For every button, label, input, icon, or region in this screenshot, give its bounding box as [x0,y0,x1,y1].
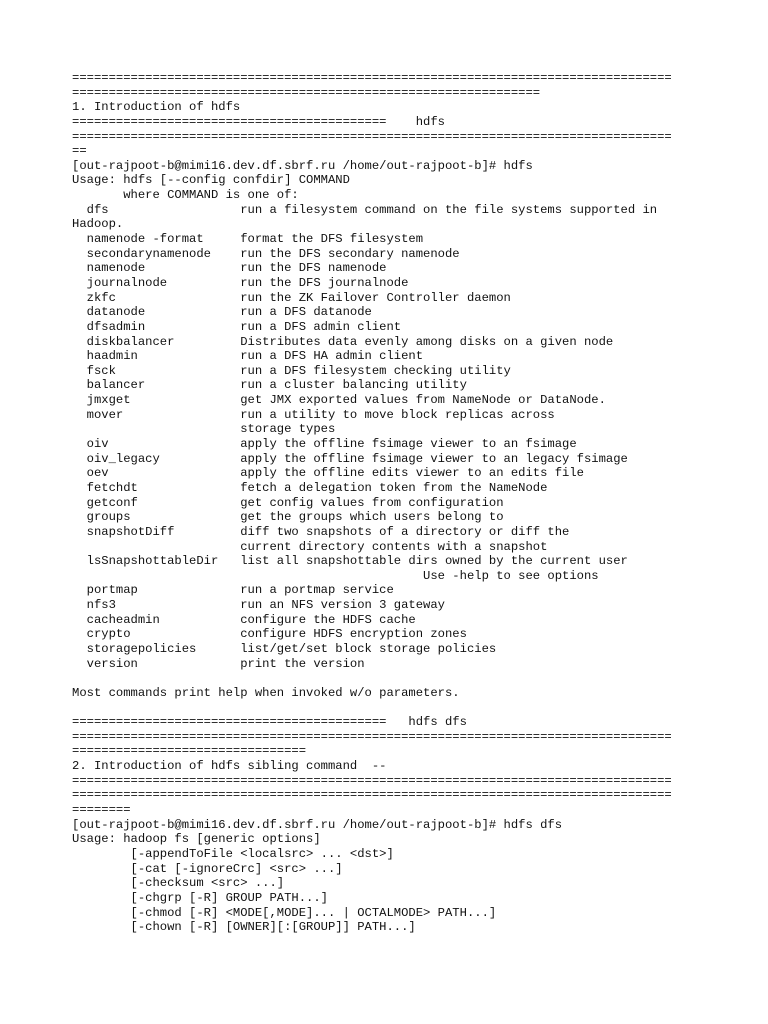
section-marker-line: =========================================== hdfs dfs [72,715,467,730]
text-line: namenode -format format the DFS filesystem [72,232,424,247]
text-line: [-chmod [-R] <MODE[,MODE]... | OCTALMODE> PATH...] [72,905,497,920]
separator-line: ================================================================================== [72,71,672,85]
text-line: portmap run a portmap service [72,583,394,598]
blank-line [72,701,742,716]
text-line: current directory contents with a snapshot [72,539,548,554]
text-line: Most commands print help when invoked w/o parameters. [72,685,460,700]
text-line: dfsadmin run a DFS admin client [72,319,402,334]
separator-line: == [72,144,87,159]
text-line: secondarynamenode run the DFS secondary namenode [72,246,460,261]
text-line: crypto configure HDFS encryption zones [72,627,467,642]
text-line: nfs3 run an NFS version 3 gateway [72,598,445,613]
text-line: Usage: hdfs [--config confdir] COMMAND [72,173,350,188]
text-line: dfs run a filesystem command on the file systems supported in [72,202,658,217]
text-line: Usage: hadoop fs [generic options] [72,832,321,847]
text-line: Hadoop. [72,217,124,232]
text-line: storage types [72,422,336,437]
text-line: version print the version [72,656,365,671]
text-line: mover run a utility to move block replicas across [72,407,555,422]
section-heading: 2. Introduction of hdfs sibling command -- [72,759,387,774]
text-line: diskbalancer Distributes data evenly among disks on a given node [72,334,614,349]
document-body [72,71,742,935]
text-line: lsSnapshottableDir list all snapshottable dirs owned by the current user [72,554,628,569]
text-line: jmxget get JMX exported values from NameNode or DataNode. [72,393,606,408]
text-line: storagepolicies list/get/set block storage policies [72,641,497,656]
text-line: [-appendToFile <localsrc> ... <dst>] [72,846,394,861]
text-line: cacheadmin configure the HDFS cache [72,612,416,627]
text-line: [-chown [-R] [OWNER][:[GROUP]] PATH...] [72,920,416,935]
text-line: [-cat [-ignoreCrc] <src> ...] [72,861,343,876]
text-line: [-chgrp [-R] GROUP PATH...] [72,890,328,905]
blank-line [72,671,742,686]
text-line: oiv apply the offline fsimage viewer to an fsimage [72,437,577,452]
text-line: getconf get config values from configuration [72,495,504,510]
text-line: Use -help to see options [72,568,599,583]
text-line: journalnode run the DFS journalnode [72,275,409,290]
text-line: where COMMAND is one of: [72,188,299,203]
separator-line: ================================================================================== [72,788,672,803]
text-line: zkfc run the ZK Failover Controller daemon [72,290,511,305]
text-line: haadmin run a DFS HA admin client [72,349,424,364]
section-marker-line: =========================================== hdfs [72,114,445,129]
separator-line: ================================ [72,744,307,759]
separator-line: ======== [72,803,131,818]
text-line: [-checksum <src> ...] [72,876,285,891]
text-line: fetchdt fetch a delegation token from the NameNode [72,480,548,495]
separator-line: ================================================================ [72,85,541,100]
text-line: groups get the groups which users belong to [72,510,504,525]
text-line: oev apply the offline edits viewer to an edits file [72,466,584,481]
separator-line: ================================================================================== [72,729,672,744]
text-line: snapshotDiff diff two snapshots of a directory or diff the [72,524,570,539]
separator-line: ================================================================================== [72,773,672,788]
text-line: balancer run a cluster balancing utility [72,378,467,393]
text-line: oiv_legacy apply the offline fsimage viewer to an legacy fsimage [72,451,628,466]
text-line: namenode run the DFS namenode [72,261,387,276]
shell-prompt-line: [out-rajpoot-b@mimi16.dev.df.sbrf.ru /home/out-rajpoot-b]# hdfs dfs [72,817,563,832]
text-line: datanode run a DFS datanode [72,305,372,320]
text-line: fsck run a DFS filesystem checking utility [72,363,511,378]
section-heading: 1. Introduction of hdfs [72,100,241,115]
shell-prompt-line: [out-rajpoot-b@mimi16.dev.df.sbrf.ru /home/out-rajpoot-b]# hdfs [72,158,533,173]
separator-line: ================================================================================== [72,129,672,144]
